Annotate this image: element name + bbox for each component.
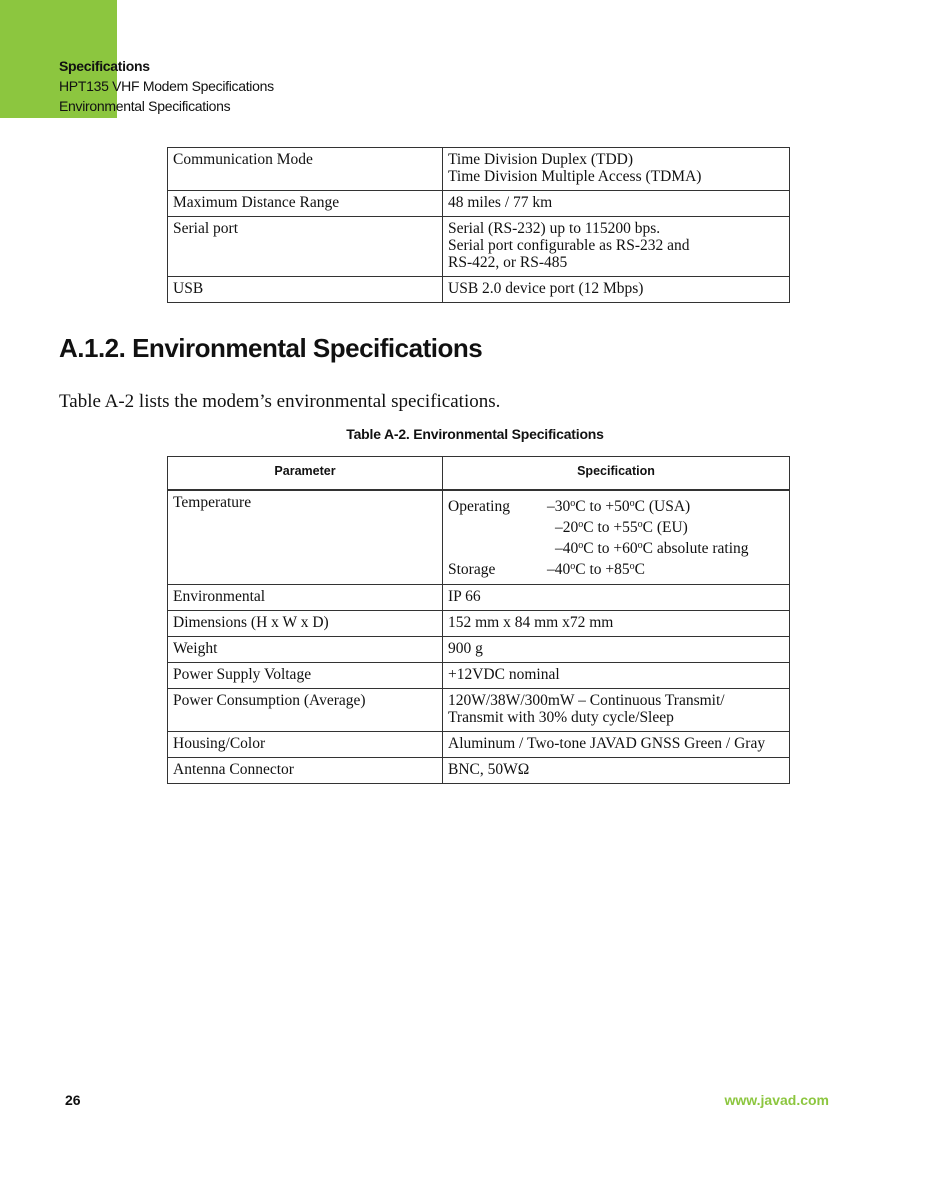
spec-line: 48 miles / 77 km	[448, 194, 553, 211]
table-row	[168, 277, 790, 303]
spec-line: Serial port configurable as RS-232 and	[448, 237, 690, 254]
degree-superscript: o	[637, 519, 643, 530]
temperature-text: C to +85	[575, 561, 630, 578]
column-header-parameter: Parameter	[168, 457, 443, 491]
table-row	[168, 637, 790, 663]
temperature-text: –40	[547, 561, 571, 578]
cell-specification	[443, 585, 790, 611]
table-row	[168, 585, 790, 611]
temperature-line	[448, 517, 784, 538]
spec-line: BNC, 50WΩ	[448, 761, 530, 778]
degree-superscript: o	[629, 561, 635, 572]
cell-parameter: Temperature	[168, 490, 443, 585]
table-row	[168, 148, 790, 191]
temperature-text: –20	[555, 519, 579, 536]
cell-parameter: Communication Mode	[168, 148, 443, 191]
temperature-range	[547, 496, 690, 517]
spec-line: Time Division Multiple Access (TDMA)	[448, 168, 702, 185]
table-row	[168, 191, 790, 217]
table-row	[168, 732, 790, 758]
modem-spec-table	[167, 147, 790, 303]
degree-superscript: o	[570, 498, 576, 509]
temperature-mode-label: Operating	[448, 498, 510, 515]
degree-superscript: o	[578, 519, 584, 530]
spec-line: USB 2.0 device port (12 Mbps)	[448, 280, 644, 297]
spec-line: +12VDC nominal	[448, 666, 560, 683]
temperature-range	[547, 517, 688, 538]
cell-specification	[443, 663, 790, 689]
header-topic: Environmental Specifications	[59, 98, 231, 114]
cell-parameter: Antenna Connector	[168, 758, 443, 784]
section-title: A.1.2. Environmental Specifications	[59, 333, 483, 363]
header-chapter: Specifications	[59, 58, 150, 74]
cell-parameter: Weight	[168, 637, 443, 663]
spec-line: Transmit with 30% duty cycle/Sleep	[448, 709, 674, 726]
temperature-text: C (EU)	[642, 519, 688, 536]
cell-parameter: Environmental	[168, 585, 443, 611]
table-row	[168, 217, 790, 277]
column-header-specification: Specification	[443, 457, 790, 491]
spec-line: 900 g	[448, 640, 483, 657]
running-header	[59, 56, 274, 116]
cell-specification	[443, 732, 790, 758]
temperature-text: –40	[555, 540, 579, 557]
spec-line: Time Division Duplex (TDD)	[448, 151, 633, 168]
temperature-text: C (USA)	[634, 498, 691, 515]
degree-superscript: o	[629, 498, 635, 509]
table-row	[168, 611, 790, 637]
temperature-line	[448, 496, 784, 517]
cell-specification	[443, 191, 790, 217]
footer-website-link[interactable]: www.javad.com	[724, 1092, 829, 1108]
spec-line: IP 66	[448, 588, 481, 605]
spec-line: 152 mm x 84 mm x72 mm	[448, 614, 614, 631]
section-intro: Table A-2 lists the modem’s environmental specifications.	[59, 391, 501, 412]
degree-superscript: o	[578, 540, 584, 551]
temperature-text: –30	[547, 498, 571, 515]
cell-parameter: Power Consumption (Average)	[168, 689, 443, 732]
spec-line: RS-422, or RS-485	[448, 254, 568, 271]
cell-specification	[443, 689, 790, 732]
temperature-line	[448, 538, 784, 559]
cell-parameter: Housing/Color	[168, 732, 443, 758]
temperature-mode-label	[448, 517, 547, 538]
temperature-text: C to +50	[575, 498, 630, 515]
table-row	[168, 689, 790, 732]
cell-parameter: USB	[168, 277, 443, 303]
temperature-mode-label	[448, 538, 547, 559]
cell-temperature-spec	[443, 490, 790, 585]
cell-parameter: Dimensions (H x W x D)	[168, 611, 443, 637]
cell-specification	[443, 637, 790, 663]
spec-line: 120W/38W/300mW – Continuous Transmit/	[448, 692, 725, 709]
temperature-range	[547, 538, 749, 559]
temperature-text: C	[634, 561, 645, 578]
table-row	[168, 758, 790, 784]
cell-parameter: Serial port	[168, 217, 443, 277]
cell-specification	[443, 277, 790, 303]
cell-specification	[443, 758, 790, 784]
table-caption: Table A-2. Environmental Specifications	[346, 426, 604, 442]
table-header-row	[168, 457, 790, 491]
temperature-text: C to +55	[583, 519, 638, 536]
table-row-temperature	[168, 490, 790, 585]
temperature-text: C absolute rating	[642, 540, 749, 557]
cell-specification	[443, 217, 790, 277]
page-number: 26	[65, 1092, 81, 1108]
table-row	[168, 663, 790, 689]
spec-line: Serial (RS-232) up to 115200 bps.	[448, 220, 661, 237]
header-subsection: HPT135 VHF Modem Specifications	[59, 78, 274, 94]
temperature-mode-label: Storage	[448, 561, 496, 578]
environmental-spec-table	[167, 456, 790, 784]
cell-specification	[443, 611, 790, 637]
temperature-text: C to +60	[583, 540, 638, 557]
temperature-line	[448, 559, 784, 580]
cell-parameter: Power Supply Voltage	[168, 663, 443, 689]
spec-line: Aluminum / Two-tone JAVAD GNSS Green / Gray	[448, 735, 766, 752]
temperature-range	[547, 559, 645, 580]
cell-specification	[443, 148, 790, 191]
cell-parameter: Maximum Distance Range	[168, 191, 443, 217]
degree-superscript: o	[637, 540, 643, 551]
degree-superscript: o	[570, 561, 576, 572]
